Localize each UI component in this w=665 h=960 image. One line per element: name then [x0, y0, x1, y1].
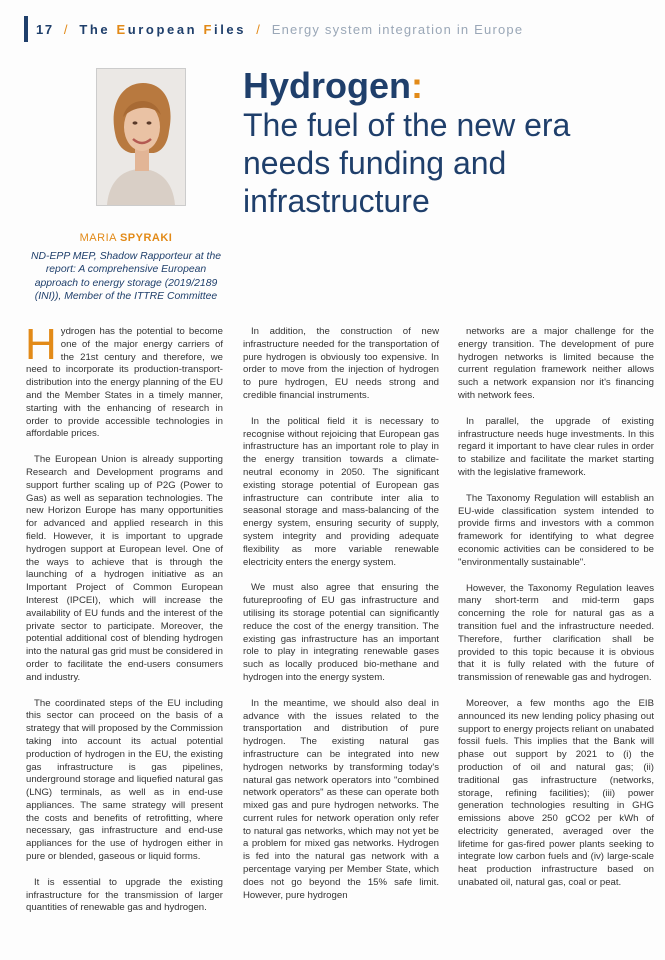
body-column-2: [243, 326, 439, 915]
page-number: 17: [36, 21, 54, 37]
paragraph: The coordinated steps of the EU including this sector can proceed on the basis of a strategy that will proposed by the Commission taking into account its actual potential production of hydrogen in the EU, the existing gas infrastructure is gas pipelines, underground storage and liquefied natural gas (LNG) terminals, as well as in end-use appliances. The same strategy will present the costs and benefits of retrofitting, where necessary, gas infrastructure and end-use appliances for the use of hydrogen either in pure or blended, gaseous or liquid forms.: [26, 697, 223, 863]
title-main: Hydrogen:: [243, 65, 424, 106]
article-title: [243, 66, 643, 220]
magazine-name: The European Files: [79, 21, 247, 37]
paragraph: The Taxonomy Regulation will establish an EU-wide classification system intended to provide firms and investors with a common framework for identifying to what degree economic activities can be considered to be "environmentally sustainable".: [458, 492, 654, 568]
paragraph: The European Union is already supporting Research and Development programs and support further scaling up of P2G (Power to Gas) as well as separation technologies. The new Horizon Europe has many opportunities for advanced and applied research in this field. However, it is important to upgrade hydrogen support at European level. One of the ways to achieve that is through the launching of a hydrogen initiative as an Important Project of Common European Interest (IPCEI), which will increase the availability of EU funds and the interest of the private sector to participate. Moreover, the potential additional cost of blending hydrogen into the natural gas grid must be considered in order to facilitate the end-users consumers and industry.: [26, 454, 223, 683]
author-name: MARIA SPYRAKI: [79, 232, 173, 244]
paragraph: However, the Taxonomy Regulation leaves many short-term and mid-term gaps concerning the role for natural gas as a transition fuel and the infrastructure needed. Therefore, further clarification shall be provided to this topic because it is obvious that it is fully related with the future of transmission of renewable gas and hydrogen.: [458, 582, 654, 684]
author-role: ND-EPP MEP, Shadow Rapporteur at the report: A comprehensive European approach to energy storage (2019/2189 (INI)), Member of the ITTRE Committee: [30, 251, 221, 302]
author-photo: [96, 68, 186, 206]
body-column-3: [458, 326, 654, 903]
paragraph: Moreover, a few months ago the EIB announced its new lending policy phasing out support to energy projects reliant on unabated fossil fuels. This implies that the Bank will phase out support by 2021 to (i) the production of oil and natural gas; (ii) traditional gas infrastructure (networks, storage, refining facilities); (iii) power generation technologies resulting in GHG emissions above 250 gCO2 per kWh of electricity generated, averaged over the lifetime for gas-fired power plants seeking to integrate low carbon fuels and (iv) large-scale heat production infrastructure based on unabated oil, natural gas, coal or peat.: [458, 697, 654, 889]
drop-cap: H: [25, 320, 57, 369]
header-separator: /: [63, 21, 70, 37]
header-separator-2: /: [256, 21, 262, 37]
paragraph: networks are a major challenge for the energy transition. The development of pure hydrogen networks is limited because the current regulation framework neither allows such a network expansion nor it's financing with network fees.: [458, 326, 654, 401]
paragraph: It is essential to upgrade the existing infrastructure for the transmission of larger quantities of renewable gas and hydrogen.: [26, 876, 223, 914]
paragraph: In the meantime, we should also deal in advance with the issues related to the transportation and distribution of pure hydrogen. The existing natural gas infrastructure can be integrated into new hydrogen networks by transforming today's natural gas network operators into "combined network operators" as these can operate both mixed gas and pure hydrogen networks. The current rules for network operation only refer to natural gas networks, which may not yet be a problem for mixed gas networks. Hydrogen is fed into the natural gas network with a percentage varying per Member State, which does not go beyond the 15% safe limit. However, pure hydrogen: [243, 697, 439, 901]
author-block: [26, 232, 226, 303]
paragraph: We must also agree that ensuring the futureproofing of EU gas infrastructure and utilising its storage potential can significantly reduce the cost of the energy transition. The existing gas infrastructure has an important role to play in integrating renewable gases such as locally produced bio-methane and hydrogen into the energy system.: [243, 582, 439, 683]
title-subtitle: The fuel of the new era needs funding and infrastructure: [243, 107, 571, 219]
section-topic: Energy system integration in Europe: [271, 21, 524, 37]
paragraph: Hydrogen has the potential to become one of the major energy carriers of the 21st century and therefore, we need to incorporate its production-transport-distribution into the energy planning of the EU and the Member States in a timely manner, starting with the enhancing of research in order to provide accessible technologies in affordable prices.: [25, 320, 223, 440]
header-accent-bar: [24, 16, 28, 42]
header-text: [36, 22, 523, 37]
paragraph: In the political field it is necessary to recognise without rejoicing that European gas infrastructure has an important role to play in the energy transition towards a climate-neutral economy in 2050. The significant existing storage potential of European gas infrastructure can contribute inter alia to seasonal storage and mass-balancing of the energy system, ensuring security of supply, system integrity and providing adequate flexibility as more variable renewable electricity enters the energy system.: [243, 415, 439, 568]
page-header: [24, 16, 523, 42]
author-portrait-image: [97, 69, 185, 205]
paragraph: In parallel, the upgrade of existing infrastructure needs huge investments. In this regard it important to have clear rules in order to stabilize and facilitate the market starting with the legislative framework.: [458, 415, 654, 478]
body-column-1: [25, 320, 223, 928]
paragraph: In addition, the construction of new infrastructure needed for the transportation of pure hydrogen is obviously too expensive. In order to move from the injection of hydrogen to pure hydrogen, EU needs strong and credible financial instruments.: [243, 326, 439, 401]
